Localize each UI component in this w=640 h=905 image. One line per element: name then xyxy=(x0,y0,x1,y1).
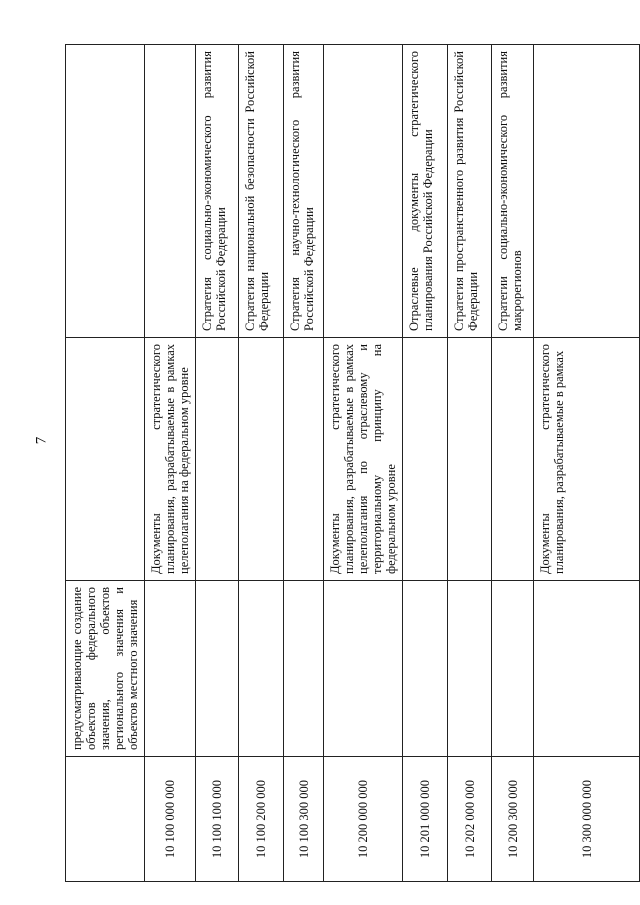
page-number: 7 xyxy=(33,436,50,445)
document-cell: Стратегия пространственного развития Российской Федерации xyxy=(448,45,492,338)
table-row xyxy=(492,45,534,882)
table-row xyxy=(66,45,145,882)
table-row xyxy=(284,45,324,882)
level-note-cell xyxy=(403,581,448,757)
code-cell: 10 100 100 000 xyxy=(196,757,239,882)
code-cell: 10 200 300 000 xyxy=(492,757,534,882)
level-note-cell xyxy=(284,581,324,757)
level-note-cell xyxy=(324,581,403,757)
code-cell: 10 100 300 000 xyxy=(284,757,324,882)
code-cell: 10 100 000 000 xyxy=(145,757,196,882)
group-cell xyxy=(196,338,239,581)
level-note-cell xyxy=(196,581,239,757)
level-note-cell xyxy=(145,581,196,757)
classification-table xyxy=(65,44,640,882)
group-cell xyxy=(403,338,448,581)
level-note-cell xyxy=(534,581,640,757)
level-note-cell: предусматривающие создание объектов федерального значения, объектов регионального значения и объектов местного значения xyxy=(66,581,145,757)
classification-table-container xyxy=(65,45,601,882)
document-cell: Стратегия социально-экономического развития Российской Федерации xyxy=(196,45,239,338)
level-note-cell xyxy=(492,581,534,757)
table-row xyxy=(403,45,448,882)
table-row xyxy=(448,45,492,882)
code-cell: 10 100 200 000 xyxy=(239,757,284,882)
group-cell: Документы стратегического планирования, разрабатываемые в рамках целеполагания на федеральном уровне xyxy=(145,338,196,581)
code-cell: 10 201 000 000 xyxy=(403,757,448,882)
group-cell xyxy=(492,338,534,581)
document-cell xyxy=(66,45,145,338)
group-cell xyxy=(66,338,145,581)
level-note-cell xyxy=(239,581,284,757)
code-cell xyxy=(66,757,145,882)
code-cell: 10 300 000 000 xyxy=(534,757,640,882)
table-row xyxy=(239,45,284,882)
table-row xyxy=(534,45,640,882)
document-cell: Стратегии социально-экономического развития макрорегионов xyxy=(492,45,534,338)
document-cell: Стратегия национальной безопасности Российской Федерации xyxy=(239,45,284,338)
table-row xyxy=(196,45,239,882)
group-cell xyxy=(448,338,492,581)
table-row xyxy=(324,45,403,882)
group-cell xyxy=(239,338,284,581)
document-cell xyxy=(145,45,196,338)
group-cell: Документы стратегического планирования, разрабатываемые в рамках xyxy=(534,338,640,581)
code-cell: 10 202 000 000 xyxy=(448,757,492,882)
group-cell xyxy=(284,338,324,581)
document-cell: Отраслевые документы стратегического планирования Российской Федерации xyxy=(403,45,448,338)
level-note-cell xyxy=(448,581,492,757)
table-row xyxy=(145,45,196,882)
document-cell xyxy=(324,45,403,338)
code-cell: 10 200 000 000 xyxy=(324,757,403,882)
document-cell xyxy=(534,45,640,338)
group-cell: Документы стратегического планирования, разрабатываемые в рамках целеполагания по отраслевому и территориальному принципу на федеральном уровне xyxy=(324,338,403,581)
document-cell: Стратегия научно-технологического развития Российской Федерации xyxy=(284,45,324,338)
